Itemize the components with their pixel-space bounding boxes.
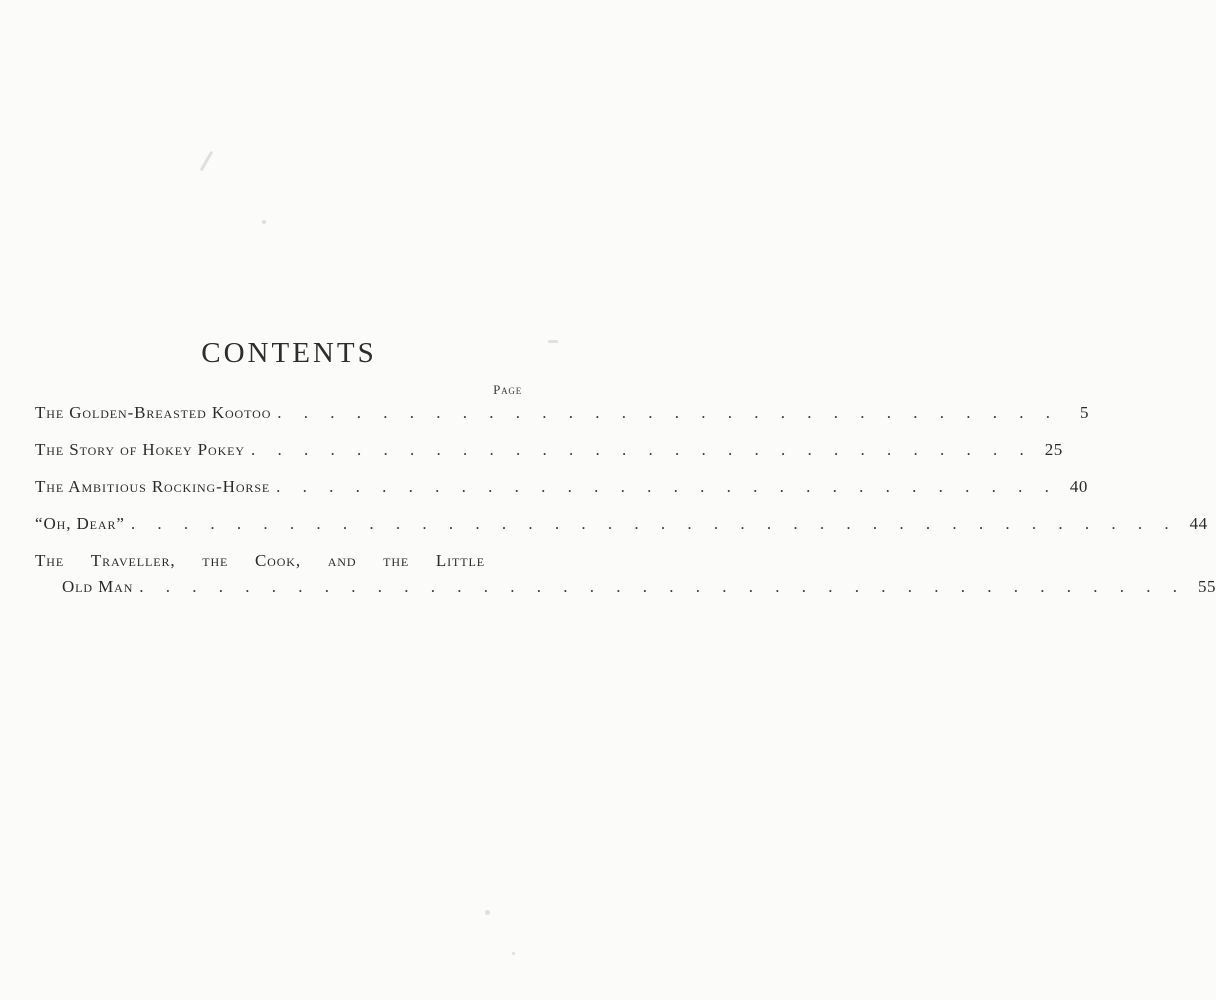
paper-speck — [262, 220, 266, 224]
dot-leader: . . . . . . . . . . . . . . . . . . . . . . . . . . . . . . — [277, 403, 1060, 422]
toc-entry-title: The Story of Hokey Pokey — [35, 440, 245, 459]
table-of-contents — [35, 400, 1216, 614]
toc-entry-page: 5 — [1080, 403, 1090, 422]
toc-entry-page: 25 — [1044, 440, 1063, 459]
toc-entry[interactable] — [35, 474, 1088, 511]
toc-entry[interactable] — [35, 548, 1216, 614]
title-word: the — [202, 551, 229, 570]
toc-entry-title — [35, 548, 485, 574]
page-column-label: Page — [493, 382, 522, 397]
dot-leader: . . . . . . . . . . . . . . . . . . . . . . . . . . . . . . . . . . . . . . . . — [139, 577, 1187, 596]
title-word: the — [383, 551, 410, 570]
toc-entry-page: 55 — [1198, 577, 1216, 596]
toc-entry-title: The Golden-Breasted Kootoo — [35, 403, 272, 422]
toc-entry-title-continued: Old Man — [62, 577, 134, 596]
title-word: and — [327, 551, 357, 570]
dot-leader: . . . . . . . . . . . . . . . . . . . . . . . . . . . . . . . . . . . . . . . . — [130, 514, 1178, 533]
dot-leader: . . . . . . . . . . . . . . . . . . . . . . . . . . . . . . — [250, 440, 1033, 459]
toc-entry-page: 40 — [1069, 477, 1088, 496]
toc-entry[interactable] — [35, 437, 1063, 474]
title-word: Cook, — [254, 551, 302, 570]
contents-heading: CONTENTS — [201, 337, 377, 370]
toc-entry-title: “Oh, Dear” — [35, 514, 125, 533]
paper-speck — [200, 151, 214, 172]
toc-entry[interactable] — [35, 400, 1090, 437]
title-word: Traveller, — [90, 551, 176, 570]
title-word: The — [35, 551, 65, 570]
toc-entry-page: 44 — [1189, 514, 1208, 533]
paper-speck — [512, 952, 515, 955]
paper-speck — [485, 910, 490, 915]
toc-entry[interactable] — [35, 511, 1208, 548]
dot-leader: . . . . . . . . . . . . . . . . . . . . . . . . . . . . . . — [276, 477, 1058, 496]
toc-entry-title: The Ambitious Rocking-Horse — [35, 477, 271, 496]
title-word: Little — [435, 551, 485, 570]
